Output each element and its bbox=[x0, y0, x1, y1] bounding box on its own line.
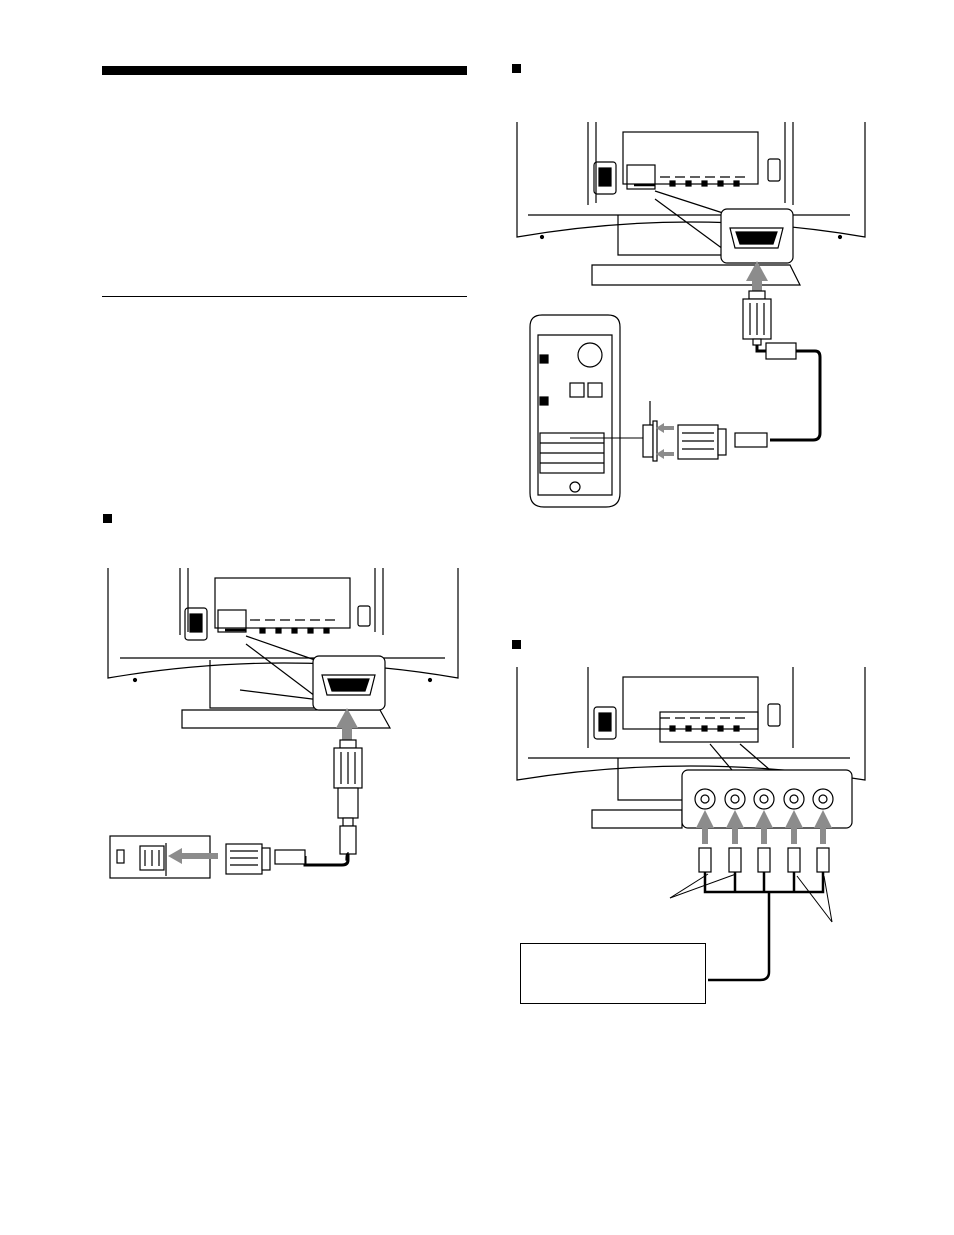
section-marker-hd15-ibm bbox=[103, 514, 112, 523]
callout-lines bbox=[670, 874, 832, 922]
heading-rule bbox=[102, 66, 467, 75]
hd15-connector-icon bbox=[743, 291, 796, 359]
monitor-rear-icon bbox=[517, 122, 865, 285]
hd15-port-callout bbox=[246, 636, 385, 710]
arrow-icon bbox=[336, 708, 358, 744]
monitor-rear-icon bbox=[108, 568, 458, 728]
section-marker-bnc bbox=[512, 640, 521, 649]
hd15-ibm-connection-diagram bbox=[100, 560, 470, 890]
arrow-icon bbox=[746, 261, 768, 295]
bnc-cable-bundle bbox=[705, 872, 823, 980]
section-marker-hd15-mac bbox=[512, 64, 521, 73]
section-divider bbox=[102, 296, 467, 297]
mac-tower-icon bbox=[530, 315, 620, 507]
bnc-connector-icon bbox=[699, 848, 829, 872]
hd15-connector-icon bbox=[334, 740, 362, 860]
hd15-mac-connection-diagram bbox=[510, 115, 875, 525]
hd15-port-callout bbox=[655, 191, 793, 263]
adapter-icon bbox=[643, 401, 657, 461]
hd15-connector-icon bbox=[226, 844, 305, 874]
arrow-icon bbox=[656, 423, 674, 459]
video-source-box bbox=[520, 943, 706, 1004]
bnc-connection-diagram bbox=[510, 660, 875, 940]
hd15-connector-icon bbox=[678, 425, 767, 459]
